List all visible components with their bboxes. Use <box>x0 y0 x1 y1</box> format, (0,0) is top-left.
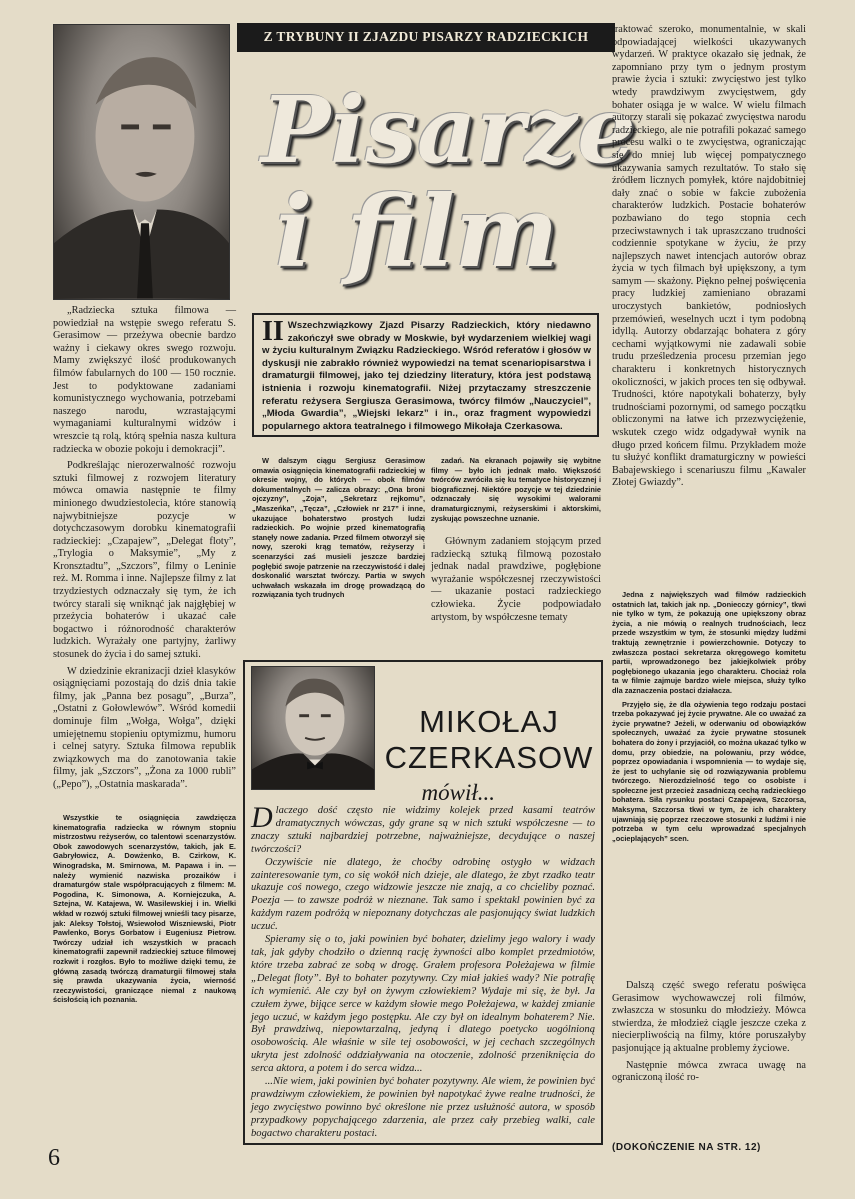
page-number: 6 <box>48 1145 60 1171</box>
column-4 <box>612 24 806 584</box>
intro-box <box>252 313 599 437</box>
col4-small-paragraph: Jedna z największych wad filmów radzieckich ostatnich lat, takich jak np. „Doniecczy górnicy”, tkwi nie tylko w tym, że pokazują one upiększony obraz życia, a nie mówią o realnych trudnościach, lecz przede wszystkim w tym, że stosunki między ludźmi traktują zewnętrznie i powierzchownie. Dotyczy to zwłaszcza postaci sekretarza okręgowego komitetu partii, wprowadzonego bez jakiejkolwiek próby pogłębionego ukazania jego charakteru. Chociaż rola ta w filmie zajmuje bardzo wiele miejsca, służy tylko dla zaznaczenia postaci działacza. <box>612 590 806 695</box>
czerkasow-text <box>251 801 595 1141</box>
title-area <box>237 56 636 296</box>
col1-paragraph: Podkreślając nierozerwalność rozwoju sztuki filmowej z rozwojem literatury mówca omawia następnie te filmy minionego dwudziestolecia, które stanowią najwybitniejsze pozycje w dotychczasowym dorobku kinematografii radzieckiej: „Czapajew”, „Delegat floty”, „Trylogia o Maksymie”, „My z Kronsztadtu”, „Szczors”, filmy o Leninie reż. M. Romma i inne. Najlepsze filmy z lat trzydziestych odznaczały się tym, że ich twórcy starali się wniknąć jak najgłębiej w przeżycia bohaterów i ukazać całe bogactwo i różnorodność charakterów ludzkich. Wyrażały one partyjny, żarliwy stosunek do życia i do samej sztuki. <box>53 460 236 661</box>
col4-end-paragraph: Dalszą część swego referatu poświęca Gerasimow wychowawczej roli filmów, zwłaszcza w stosunku do młodzieży. Mówca stwierdza, że młodzież ciągle jeszcze czeka z niecierpliwością na filmy, które poruszałyby pasjonujące ją aktualne problemy życiowe. <box>612 980 806 1054</box>
intro-text: Wszechzwiązkowy Zjazd Pisarzy Radzieckich, który niedawno zakończył swe obrady w Moskwie, był wydarzeniem wielkiej wagi w życiu kulturalnym Związku Radzieckiego. Wśród referatów i głosów w dyskusji nie zabrakło również wypowiedzi na temat scenariopisarstwa i dramaturgii filmowej, jako tej dziedziny literatury, która jest podstawą istnienia i rozwoju kinematografii. Niżej przytaczamy streszczenie referatu reżysera Sergiusza Gerasimowa, twórcy filmów „Nauczyciel”, „Młoda Gwardia”, „Wiejski lekarz” i in., oraz fragment wypowiedzi popularnego aktora teatralnego i filmowego Mikołaja Czerkasowa. <box>262 320 591 432</box>
czerkasow-portrait <box>251 666 375 790</box>
title-line-2: i film <box>275 175 559 290</box>
portrait-illustration <box>54 25 229 299</box>
czerkasow-name-2: CZERKASOW <box>384 740 594 775</box>
czerkasow-drop-cap: D <box>251 801 273 834</box>
col1-paragraph: W dziedzinie ekranizacji dzieł klasyków osiągnięciami pozostają do dziś dnia takie filmy, jak „Panna bez posagu”, „Burza”, „Ostatni z Gołowlewów”. Wśród komedii dominuje film „Wołga, Wołga”, dzięki umiejętnemu stopieniu optymizmu, humoru i celnej satyry. Sztuka filmowa republik związkowych ma do zanotowania takie filmy, jak „Szczors”, „Żona za 1000 rubli” („Pepo”), „Ostatnia maskarada”. <box>53 665 236 790</box>
column-2-small <box>252 456 425 652</box>
gerasimov-portrait <box>53 24 230 300</box>
czerkasow-name-1: MIKOŁAJ <box>419 704 559 739</box>
cz-paragraph: laczego dość często nie widzimy kolejek przed kasami teatrów dramatycznych wówczas, gdy grane są w nich sztuki współczesne — to znaczy sztuki najbardziej potrzebne, najważniejsze, decydujące o naszej twórczości? <box>251 805 595 855</box>
czerkasow-mowil: mówił... <box>421 780 495 805</box>
col1-paragraph: „Radziecka sztuka filmowa — powiedział na wstępie swego referatu S. Gerasimow — przeżywa obecnie bardzo ważny i ciekawy okres swego rozwoju. Mamy zwiększyć ilość produkowanych filmów fabularnych do 100 — 150 rocznie. Jest to podyktowane zadaniami komunistycznego wychowania, potrzebami naszego narodu, wzrastającymi wymaganiami kulturalnymi widzów i wreszcie tą rolą, którą spełnia nasza kultura radziecka w obozie pokoju i demokracji”. <box>53 305 236 455</box>
col3-small-paragraph: zadań. Na ekranach pojawiły się wybitne filmy — było ich jednak mało. Większość twórców zwróciła się ku tematyce historycznej i biograficznej. Niektóre pozycje w tej dziedzinie odznaczały się wysokimi walorami dramaturgicznymi, reżyserskimi i aktorskimi, zyskując powszechne uznanie. <box>431 456 601 523</box>
col1-small-paragraph: Wszystkie te osiągnięcia zawdzięcza kinematografia radziecka w równym stopniu mistrzostwu reżyserów, co talentowi scenarzystów. Obok zawodowych scenarzystów, takich, jak E. Gabryłowicz, A. Dowżenko, B. Czirkow, K. Winogradska, M. Smirnowa, M. Papawa i in. — należy wymienić nazwiska prozaików i dramaturgów stale współpracujących z filmem: M. Pogodina, K. Simonowa, A. Korniejczuka, A. Sztejna, W. Katajewa, W. Wasilewskiej i in. Wielki wkład w rozwój sztuki filmowej wnieśli tacy pisarze, jak: Aleksy Tołstoj, Wsiewołod Wiszniewski, Piotr Pawlenko, Borys Gorbatow i Eugeniusz Pietrow. Twórczy udział ich wszystkich w pracach kinematografii zapewnił radzieckiej sztuce filmowej rozkwit i rozgłos. Było to możliwe dzięki temu, że główną zasadą twórczą dramaturgii filmowej stała się prawda ukazywania życia, wierność rzeczywistości, graniczące niemal z naukową ścisłością ich poznania. <box>53 813 236 1005</box>
column-4-end <box>612 980 806 1130</box>
cz-paragraph: Spieramy się o to, jaki powinien być bohater, dzielimy jego walory i wady tak, jak gdyby chodziło o dzienną rację żywności albo komplet przedmiotów, które trzeba zabrać ze sobą w drogę. Grałem profesora Połeżajewa w filmie „Delegat floty”. Był to bohater pozytywny. Czy miał jakieś wady? Nie potrafię ich wymienić. Ale czy był on żywym człowiekiem? Wydaje mi się, że był. Ja czułem żywe, bijące serce w każdym słowie mego Połeżajewa, w każdej zmianie jego uczuć, w każdym jego postępku. Ale czy był on idealnym bohaterem? Nie. Był prawdziwą, niepowtarzalną, jedyną i dlatego poetycko uogólnioną osobowością. Ale właśnie w sile tej osobowości, w jej cechach szczególnych ukryta jest zdolność oddziaływania na otoczenie, zdolność przeniknięcia do serca aktora, a potem i do serca widza... <box>251 934 595 1075</box>
col3-paragraph: Głównym zadaniem stojącym przed radziecką sztuką filmową pozostało jednak nadal prawdziwe, pogłębione wyrażanie współczesnej rzeczywistości — ukazanie postaci radzieckiego człowieka. Życie podpowiadało artystom, by współczesne tematy <box>431 536 601 623</box>
section-banner: Z TRYBUNY II ZJAZDU PISARZY RADZIECKICH <box>237 23 615 52</box>
continued-note: (DOKOŃCZENIE NA STR. 12) <box>612 1142 761 1153</box>
col4-small-paragraph: Przyjęło się, że dla ożywienia tego rodzaju postaci trzeba pokazywać jej życie prywatne. Ale co uważać za życie prywatne? Jeżeli, w oderwaniu od obowiązków społecznych, uważać za życie prywatne stosunek bohatera do żony i przyjaciół, co można ukazać tylko w domu, przy obiedzie, na polowaniu, przy wódce, poprzez opowiadania i wspomnienia — to wydaje się, że jest to uchylanie się od rozwiązywania problemu twórczego. Nierozdzielność tego co osobiste i społeczne jest przecież zasadniczą cechą radzieckiego bohatera. Siła rysunku postaci Czapajewa, Szczorsa, Maksyma, Szczorsa tkwi w tym, że ich charaktery ujawniają się poprzez rzeczowe stosunki z ludźmi i nie potrzeba w tym celu wprowadzać specjalnych „ocieplających” scen. <box>612 699 806 843</box>
cz-paragraph: ...Nie wiem, jaki powinien być bohater pozytywny. Ale wiem, że powinien być prawdziwym człowiekiem, że powinien był napotykać żywe realne trudności, że jego zwycięstwo powinno być określone nie przez usłużność autora, w sposób przypadkowy popychającego zdarzenia, ale przez cały przebieg walki, cale bogactwo charakteru postaci. <box>251 1076 595 1139</box>
title-line-1: Pisarze <box>261 76 636 184</box>
czerkasow-illustration <box>252 667 374 789</box>
column-1-small <box>53 813 236 1145</box>
cz-paragraph: Oczywiście nie dlatego, że choćby odrobinę ostygło w widzach zainteresowanie tym, co się wokół nich dzieje, ale dlatego, że zbyt rzadko teatr ukazuje coś nowego, czego widzowie jeszcze nie znają, a co chcieliby poznać. Poezja — to zawsze podróż w nieznane. Tak samo i spektakl powinien być za każdym razem podróżą w niepoznany dotychczas ale pasjonujący świat ludzkich uczuć. <box>251 856 595 933</box>
column-3 <box>431 536 601 654</box>
col4-paragraph: traktować szeroko, monumentalnie, w skali odpowiadającej wielkości ukazywanych wydarzeń. W praktyce okazało się jednak, że zapomniano przy tym o jednym prostym prawie życia i sztuki: zwycięstwo jest tylko wtedy prawdziwym zwycięstwem, gdy bohater osiąga je w walce. W wielu filmach autorzy starali się pokazać zwycięstwa narodu radzieckiego, ale nie potrafili pokazać samego procesu walki o te zwycięstwa, ograniczając się do mniej lub więcej pompatycznego ukazywania samych rezultatów. To stało się źródłem licznych pomyłek, które najdobitniej dały znać o sobie w fakcie zubożenia charakterów ludzkich. Postacie bohaterów pozbawiano do tego stopnia cech przeciwstawnych i tak upraszczano trudności codziennie spotykane w życiu, że przy najlepszych nawet intencjach autorów obraz życia w tych filmach był upiększony, a tym samym — skażony. Piękno pełnej poświęcenia pracy ludzkiej zamieniano obrazami uroczystych bankietów, podniosłych przemówień, weselnych uczt i tym podobną idyllą. Autorzy obdarzając bohatera z góry cechami wyjątkowymi nie zadawali sobie trudu prześledzenia procesu przemian jego charakteru i konkretnych historycznych okoliczności, w jakich proces ten się odbywał. Trudności, które napotykali bohaterzy, były trudnościami pozornymi, od samego początku obliczonymi na łatwe ich przezwyciężenie, wskutek czego widz odgadywał wynik na długo przed końcem filmu. Przykładem może tu służyć konflikt dramaturgiczny w powieści Babajewskiego i scenariuszu filmu „Kawaler Złotej Gwiazdy”. <box>612 24 806 489</box>
czerkasow-box <box>243 660 603 1145</box>
col4-end-paragraph: Następnie mówca zwraca uwagę na ograniczoną ilość ro- <box>612 1059 806 1084</box>
column-1 <box>53 305 236 807</box>
column-4-small <box>612 590 806 974</box>
column-3-small <box>431 456 601 532</box>
col2-small-paragraph: W dalszym ciągu Sergiusz Gerasimow omawia osiągnięcia kinematografii radzieckiej w okresie wojny, do których — obok filmów dokumentalnych — zalicza obrazy: „Ona broni ojczyzny”, „Zoja”, „Sekretarz rejkomu”, „Maszeńka”, „Tęcza”, „Człowiek nr 217” i inne, ukazujące bohaterstwo prostych ludzi radzieckich. Po wojnie przed kinematografią stanęły nowe zadania. Przed filmem otworzył się nowy, szeroki krąg tematów, reżyserzy i scenarzyści zaś musieli jeszcze bardziej pogłębić swoje patrzenie na rzeczywistość i dalej doskonalić warsztat twórczy. Partia w swych uchwałach wskazała im drogę prowadzącą do rozwiązania tych trudnych <box>252 456 425 600</box>
intro-drop-cap: II <box>262 316 284 347</box>
